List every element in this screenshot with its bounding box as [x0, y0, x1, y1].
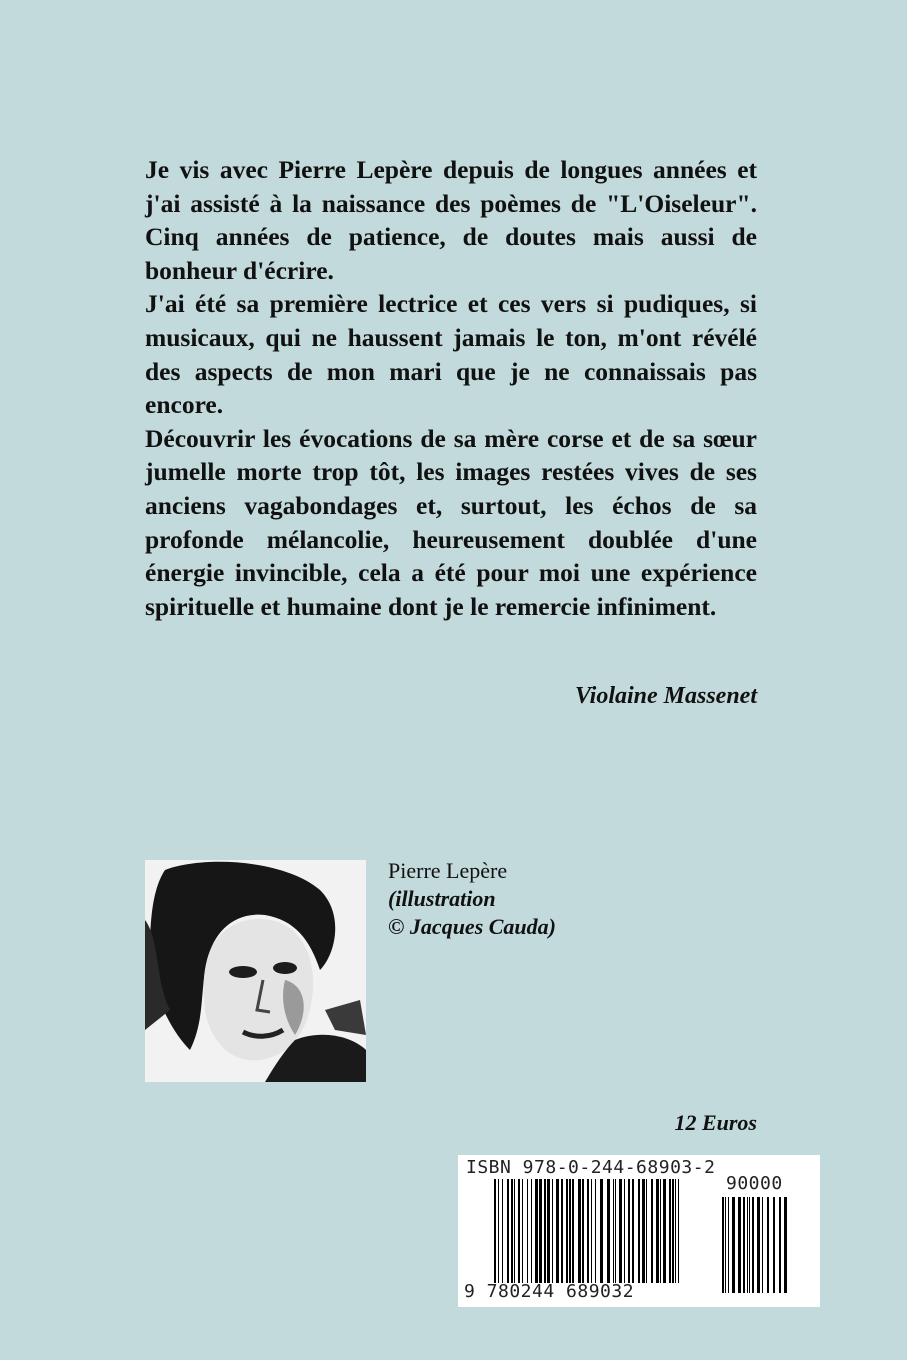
isbn-bar — [595, 1179, 596, 1283]
addon-bar — [732, 1197, 735, 1293]
addon-bar — [743, 1197, 745, 1293]
isbn-bar — [660, 1179, 661, 1283]
blurb-paragraph: Découvrir les évocations de sa mère corse et de sa sœur jumelle morte trop tôt, les images restées vives de ses anciens vagabondages et, surtout, les échos de sa profonde mélancolie, heureusement doublée d'une énergie invincible, cela a été pour moi une expérience spirituelle et humaine dont je le remercie infiniment. — [145, 423, 757, 621]
isbn-bar — [544, 1179, 546, 1283]
isbn-bar — [672, 1179, 674, 1283]
isbn-bar — [572, 1179, 574, 1283]
barcode-addon-digits: 90000 — [726, 1173, 783, 1194]
addon-bar — [779, 1197, 781, 1293]
author-portrait — [145, 860, 366, 1082]
isbn-bar — [619, 1179, 622, 1283]
isbn-bar — [675, 1179, 676, 1283]
isbn-bar — [582, 1179, 584, 1283]
isbn-bar — [539, 1179, 542, 1283]
isbn-bar — [615, 1179, 616, 1283]
isbn-bar — [531, 1179, 532, 1283]
addon-bar — [738, 1197, 741, 1293]
portrait-illustration — [145, 860, 366, 1082]
addon-bar — [722, 1197, 724, 1293]
isbn-bar — [638, 1179, 640, 1283]
blurb-paragraph: Je vis avec Pierre Lepère depuis de longues années et j'ai assisté à la naissance des poèmes de "L'Oiseleur". Cinq années de patience, de doutes mais aussi de bonheur d'écrire. — [145, 155, 757, 285]
addon-bar — [773, 1197, 775, 1293]
caption-illustration: (illustration — [388, 886, 496, 911]
isbn-bar — [502, 1179, 503, 1283]
isbn-label: ISBN 978-0-244-68903-2 — [466, 1157, 716, 1178]
isbn-bar — [547, 1179, 550, 1283]
addon-bar — [784, 1197, 787, 1293]
caption-name: Pierre Lepère — [388, 858, 508, 883]
isbn-bar — [587, 1179, 589, 1283]
isbn-bar — [552, 1179, 553, 1283]
blurb-paragraph: J'ai été sa première lectrice et ces vers si pudiques, si musicaux, qui ne haussent jamais le ton, m'ont révélé des aspects de mon mari que je ne connaissais pas encore. — [145, 289, 757, 420]
isbn-barcode — [458, 1155, 820, 1307]
isbn-bar — [556, 1179, 559, 1283]
addon-bar — [728, 1197, 729, 1293]
isbn-bar — [669, 1179, 671, 1283]
isbn-bar — [566, 1179, 568, 1283]
isbn-bar — [651, 1179, 653, 1283]
addon-bar — [767, 1197, 769, 1293]
addon-bar — [757, 1197, 760, 1293]
isbn-bar — [514, 1179, 515, 1283]
isbn-bar — [578, 1179, 581, 1283]
addon-bar — [762, 1197, 763, 1293]
isbn-bar — [624, 1179, 625, 1283]
isbn-bar — [498, 1179, 499, 1283]
isbn-bar — [663, 1179, 666, 1283]
isbn-bar — [561, 1179, 563, 1283]
addon-bar — [749, 1197, 750, 1293]
isbn-bar — [522, 1179, 523, 1283]
isbn-bar — [511, 1179, 513, 1283]
signature: Violaine Massenet — [574, 683, 757, 709]
isbn-bar — [628, 1179, 630, 1283]
isbn-bar — [646, 1179, 647, 1283]
price: 12 Euros — [674, 1110, 757, 1135]
isbn-bar — [527, 1179, 528, 1283]
isbn-bar — [613, 1179, 614, 1283]
isbn-bar — [632, 1179, 634, 1283]
addon-bar — [747, 1197, 748, 1293]
isbn-bar — [494, 1179, 496, 1283]
isbn-bar — [518, 1179, 520, 1283]
isbn-bar — [600, 1179, 603, 1283]
isbn-bar — [678, 1179, 679, 1283]
isbn-bar — [642, 1179, 645, 1283]
isbn-bar — [591, 1179, 592, 1283]
caption-credit: © Jacques Cauda) — [388, 914, 556, 939]
back-cover-blurb — [145, 153, 757, 623]
addon-bar — [725, 1197, 726, 1293]
isbn-bar — [569, 1179, 571, 1283]
isbn-bar — [507, 1179, 509, 1283]
isbn-bar — [607, 1179, 610, 1283]
isbn-bar — [656, 1179, 659, 1283]
addon-bar — [752, 1197, 754, 1293]
barcode-digits: 9 780244 689032 — [464, 1281, 635, 1302]
isbn-bar — [535, 1179, 538, 1283]
portrait-caption — [388, 857, 556, 941]
